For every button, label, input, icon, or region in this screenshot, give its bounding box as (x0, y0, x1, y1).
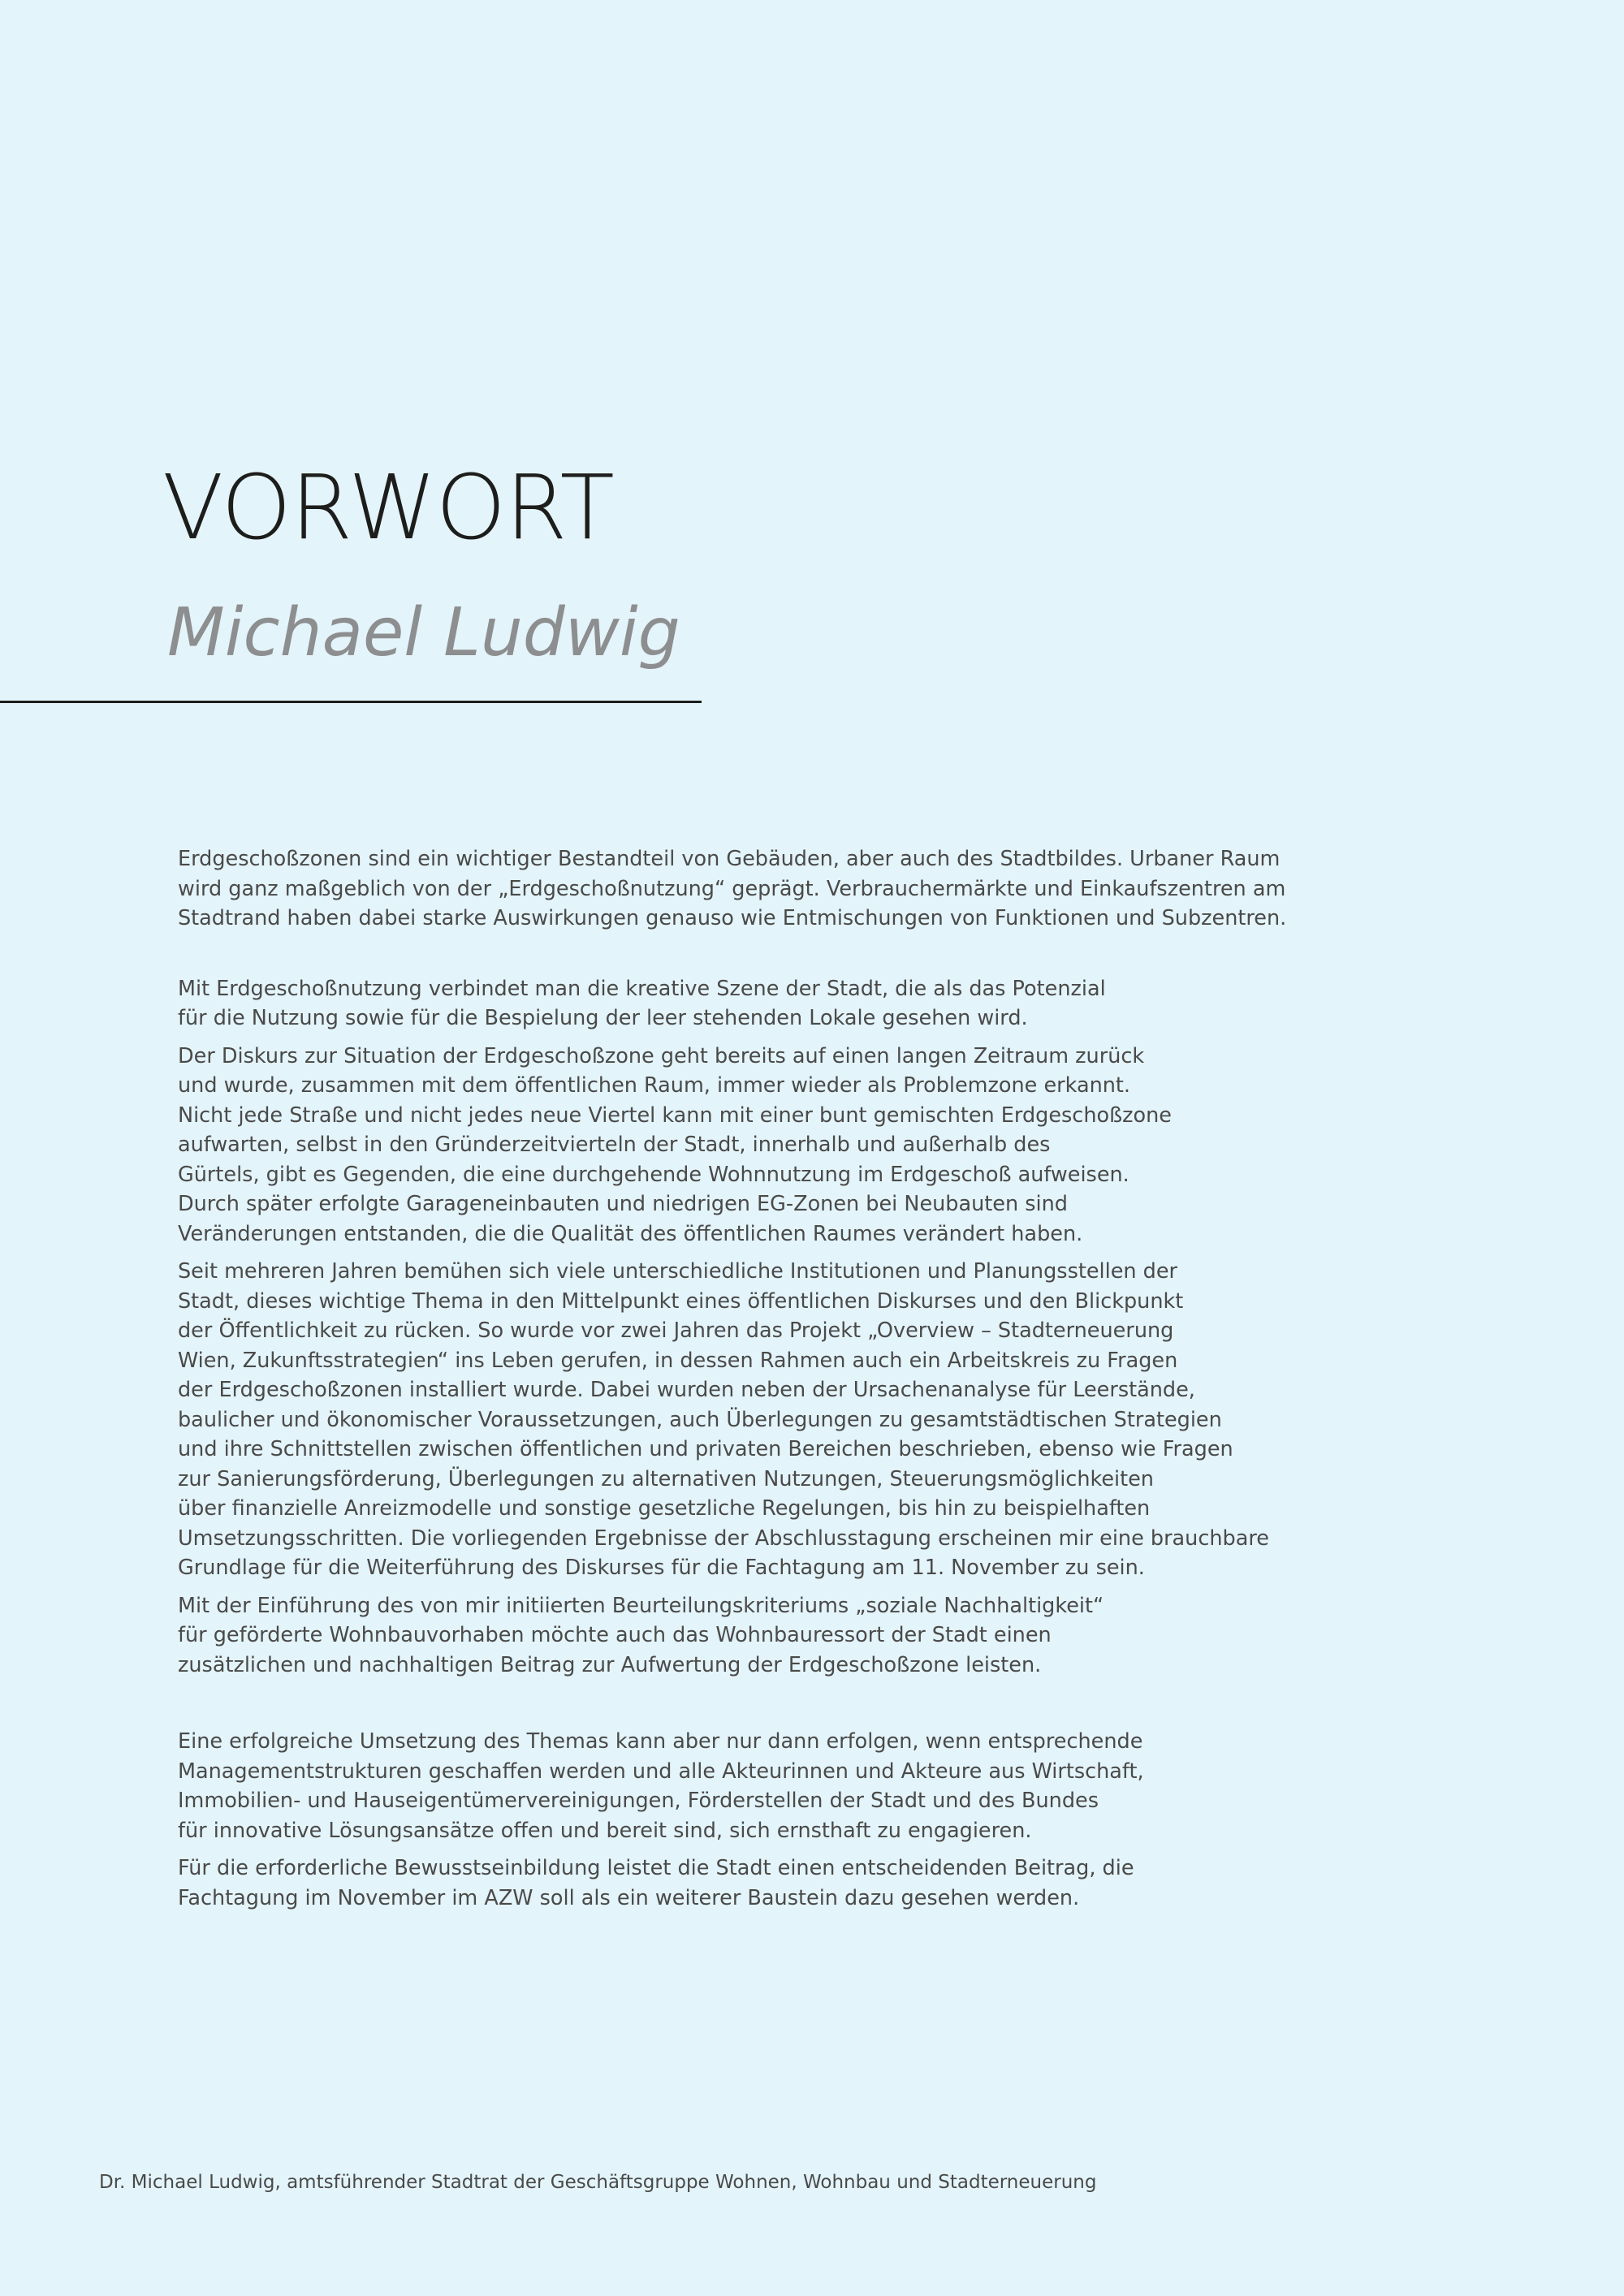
text-line: und ihre Schnittstellen zwischen öffentlichen und privaten Bereichen beschrieben, ebenso wie Fragen (178, 1437, 1233, 1461)
text-line: Mit Erdgeschoßnutzung verbindet man die kreative Szene der Stadt, die als das Potenzial (178, 976, 1106, 1001)
text-line: für innovative Lösungsansätze offen und bereit sind, sich ernsthaft zu engagieren. (178, 1818, 1032, 1843)
paragraph (178, 1042, 1298, 1249)
text-line: aufwarten, selbst in den Gründerzeitvierteln der Stadt, innerhalb und außerhalb des (178, 1133, 1051, 1157)
text-line: baulicher und ökonomischer Voraussetzungen, auch Überlegungen zu gesamtstädtischen Strategien (178, 1407, 1222, 1432)
paragraph (178, 974, 1298, 1034)
text-line: Nicht jede Straße und nicht jedes neue Viertel kann mit einer bunt gemischten Erdgeschoßzone (178, 1103, 1172, 1128)
text-line: für die Nutzung sowie für die Bespielung der leer stehenden Lokale gesehen wird. (178, 1006, 1028, 1030)
text-line: Veränderungen entstanden, die die Qualität des öffentlichen Raumes verändert haben. (178, 1221, 1083, 1246)
text-line: Stadt, dieses wichtige Thema in den Mittelpunkt eines öffentlichen Diskurses und den Blickpunkt (178, 1288, 1184, 1314)
text-line: Erdgeschoßzonen sind ein wichtiger Bestandteil von Gebäuden, aber auch des Stadtbildes. Urbaner Raum (178, 847, 1281, 871)
page-title: VORWORT (162, 455, 614, 559)
text-line: Der Diskurs zur Situation der Erdgeschoßzone geht bereits auf einen langen Zeitraum zurück (178, 1043, 1145, 1068)
text-line: der Öffentlichkeit zu rücken. So wurde vor zwei Jahren das Projekt „Overview – Stadterneuerung (178, 1318, 1174, 1343)
paragraph (178, 1854, 1298, 1913)
text-line: und wurde, zusammen mit dem öffentlichen Raum, immer wieder als Problemzone erkannt. (178, 1073, 1130, 1098)
text-line: für geförderte Wohnbauvorhaben möchte auch das Wohnbauressort der Stadt einen (178, 1623, 1052, 1647)
title-divider (0, 701, 702, 703)
text-line: Managementstrukturen geschaffen werden und alle Akteurinnen und Akteure aus Wirtschaft, (178, 1759, 1144, 1784)
text-line: Fachtagung im November im AZW soll als ein weiterer Baustein dazu gesehen werden. (178, 1885, 1080, 1910)
text-line: wird ganz maßgeblich von der „Erdgeschoßnutzung“ geprägt. Verbrauchermärkte und Einkaufszentren am (178, 876, 1286, 901)
author-footnote: Dr. Michael Ludwig, amtsführender Stadtrat der Geschäftsgruppe Wohnen, Wohnbau und Stadterneuerung (99, 2172, 1097, 2193)
author-name: Michael Ludwig (167, 594, 680, 671)
paragraph (178, 1257, 1298, 1583)
text-line: zur Sanierungsförderung, Überlegungen zu alternativen Nutzungen, Steuerungsmöglichkeiten (178, 1466, 1154, 1491)
text-line: Gürtels, gibt es Gegenden, die eine durchgehende Wohnnutzung im Erdgeschoß aufweisen. (178, 1162, 1129, 1187)
text-line: Wien, Zukunftsstrategien“ ins Leben gerufen, in dessen Rahmen auch ein Arbeitskreis zu Fragen (178, 1348, 1178, 1373)
text-line: Seit mehreren Jahren bemühen sich viele unterschiedliche Institutionen und Planungsstellen der (178, 1259, 1178, 1284)
text-line: Grundlage für die Weiterführung des Diskurses für die Fachtagung am 11. November zu sein. (178, 1556, 1145, 1580)
text-line: Für die erforderliche Bewusstseinbildung leistet die Stadt einen entscheidenden Beitrag, die (178, 1856, 1134, 1880)
text-line: Stadtrand haben dabei starke Auswirkungen genauso wie Entmischungen von Funktionen und Subzentren. (178, 906, 1287, 930)
text-line: zusätzlichen und nachhaltigen Beitrag zur Aufwertung der Erdgeschoßzone leisten. (178, 1652, 1042, 1677)
text-line: Eine erfolgreiche Umsetzung des Themas kann aber nur dann erfolgen, wenn entsprechende (178, 1729, 1143, 1754)
paragraph (178, 1727, 1298, 1845)
text-line: der Erdgeschoßzonen installiert wurde. Dabei wurden neben der Ursachenanalyse für Leerstände, (178, 1378, 1195, 1402)
text-line: Mit der Einführung des von mir initiierten Beurteilungskriteriums „soziale Nachhaltigkeit“ (178, 1593, 1104, 1618)
body-text (178, 844, 1298, 1913)
text-line: Umsetzungsschritten. Die vorliegenden Ergebnisse der Abschlusstagung erscheinen mir eine brauchbare (178, 1526, 1269, 1551)
text-line: Immobilien- und Hauseigentümervereinigungen, Förderstellen der Stadt und des Bundes (178, 1789, 1099, 1813)
text-line: Durch später erfolgte Garageneinbauten und niedrigen EG-Zonen bei Neubauten sind (178, 1192, 1068, 1216)
paragraph (178, 844, 1298, 934)
text-line: über finanzielle Anreizmodelle und sonstige gesetzliche Regelungen, bis hin zu beispielhaften (178, 1496, 1151, 1521)
paragraph (178, 1591, 1298, 1681)
